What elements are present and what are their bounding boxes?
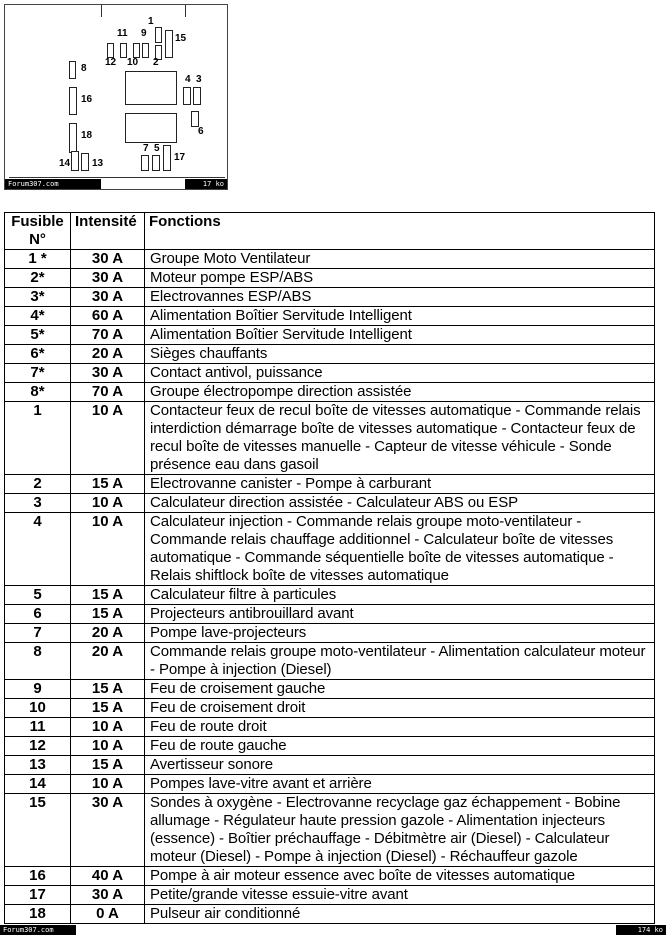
relay-upper: [125, 71, 177, 105]
fuse-box-diagram: [4, 4, 228, 190]
intensity-cell: 15 A: [71, 475, 145, 494]
function-cell: Pompes lave-vitre avant et arrière: [145, 775, 655, 794]
function-cell: Projecteurs antibrouillard avant: [145, 605, 655, 624]
fuse-number-cell: 12: [5, 737, 71, 756]
fuse-slot-11: [107, 43, 114, 58]
table-row: [5, 383, 655, 402]
intensity-cell: 40 A: [71, 867, 145, 886]
diagram-label: 6: [198, 126, 204, 137]
fuse-slot-5: [152, 155, 160, 171]
fuse-number-cell: 7: [5, 624, 71, 643]
table-row: [5, 699, 655, 718]
fuse-number-cell: 4*: [5, 307, 71, 326]
function-cell: Pompe à air moteur essence avec boîte de vitesses automatique: [145, 867, 655, 886]
fuse-number-cell: 5*: [5, 326, 71, 345]
function-cell: Electrovanne canister - Pompe à carburant: [145, 475, 655, 494]
table-row: [5, 605, 655, 624]
table-row: [5, 867, 655, 886]
fuse-slot-6: [191, 111, 199, 127]
table-row: [5, 737, 655, 756]
fuse-number-cell: 13: [5, 756, 71, 775]
intensity-cell: 20 A: [71, 643, 145, 680]
function-cell: Sondes à oxygène - Electrovanne recyclage gaz échappement - Bobine allumage - Régulateur haute pression gazole - Alimentation injecteurs (essence) - Boîtier préchauffage - Débitmètre air (Diesel) - Calculateur moteur (Diesel) - Pompe à injection (Diesel) - Réchauffeur gazole: [145, 794, 655, 867]
diagram-label: 18: [81, 130, 93, 141]
fuse-slot-17: [163, 145, 171, 171]
table-row: [5, 475, 655, 494]
fuse-number-cell: 3: [5, 494, 71, 513]
intensity-cell: 0 A: [71, 905, 145, 924]
file-size-label: 17 ko: [185, 179, 227, 189]
function-cell: Pompe lave-projecteurs: [145, 624, 655, 643]
table-row: [5, 718, 655, 737]
fuse-slot-3: [193, 87, 201, 105]
intensity-cell: 10 A: [71, 402, 145, 475]
intensity-cell: 30 A: [71, 364, 145, 383]
fuse-number-cell: 10: [5, 699, 71, 718]
table-row: [5, 402, 655, 475]
fuse-number-cell: 14: [5, 775, 71, 794]
fuse-number-cell: 17: [5, 886, 71, 905]
fuse-number-cell: 5: [5, 586, 71, 605]
fuse-slot-12: [133, 43, 140, 58]
fuse-number-cell: 18: [5, 905, 71, 924]
relay-lower: [125, 113, 177, 143]
table-header-row: [5, 213, 655, 250]
intensity-cell: 15 A: [71, 605, 145, 624]
fuse-slot-16: [69, 87, 77, 115]
intensity-cell: 20 A: [71, 345, 145, 364]
diagram-label: 12: [105, 57, 117, 68]
intensity-cell: 10 A: [71, 718, 145, 737]
diagram-label: 15: [175, 33, 187, 44]
footer-watermark-left: Forum307.com: [0, 925, 76, 935]
fuse-table: [4, 212, 655, 924]
diagram-label: 4: [185, 74, 191, 85]
table-row: [5, 307, 655, 326]
fuse-slot-15: [165, 30, 173, 58]
table-row: [5, 905, 655, 924]
fuse-number-cell: 2*: [5, 269, 71, 288]
intensity-cell: 30 A: [71, 794, 145, 867]
header-intensity: Intensité: [71, 213, 145, 250]
fuse-number-cell: 9: [5, 680, 71, 699]
table-row: [5, 794, 655, 867]
intensity-cell: 30 A: [71, 269, 145, 288]
table-row: [5, 586, 655, 605]
function-cell: Electrovannes ESP/ABS: [145, 288, 655, 307]
fuse-number-cell: 7*: [5, 364, 71, 383]
footer-file-size: 174 ko: [616, 925, 666, 935]
table-row: [5, 513, 655, 586]
intensity-cell: 60 A: [71, 307, 145, 326]
function-cell: Petite/grande vitesse essuie-vitre avant: [145, 886, 655, 905]
table-row: [5, 624, 655, 643]
diagram-label: 1: [148, 16, 154, 27]
function-cell: Calculateur injection - Commande relais groupe moto-ventilateur - Commande relais chauffage additionnel - Calculateur boîte de vitesses automatique - Commande séquentielle boîte de vitesses automatique - Relais shiftlock boîte de vitesses automatique: [145, 513, 655, 586]
table-row: [5, 494, 655, 513]
fuse-slot-18: [69, 123, 77, 153]
table-row: [5, 288, 655, 307]
diagram-label: 11: [117, 28, 128, 39]
table-row: [5, 775, 655, 794]
fuse-slot-7: [141, 155, 149, 171]
function-cell: Feu de route droit: [145, 718, 655, 737]
diagram-label: 3: [196, 74, 202, 85]
intensity-cell: 30 A: [71, 886, 145, 905]
function-cell: Groupe électropompe direction assistée: [145, 383, 655, 402]
table-row: [5, 643, 655, 680]
function-cell: Commande relais groupe moto-ventilateur - Alimentation calculateur moteur - Pompe à injection (Diesel): [145, 643, 655, 680]
table-row: [5, 250, 655, 269]
function-cell: Feu de route gauche: [145, 737, 655, 756]
diagram-label: 17: [174, 152, 186, 163]
function-cell: Alimentation Boîtier Servitude Intelligent: [145, 326, 655, 345]
fuse-number-cell: 15: [5, 794, 71, 867]
function-cell: Feu de croisement droit: [145, 699, 655, 718]
intensity-cell: 30 A: [71, 250, 145, 269]
fuse-number-cell: 16: [5, 867, 71, 886]
diagram-label: 2: [153, 57, 159, 68]
intensity-cell: 10 A: [71, 513, 145, 586]
table-row: [5, 326, 655, 345]
intensity-cell: 10 A: [71, 494, 145, 513]
diagram-label: 14: [59, 158, 71, 169]
fuse-number-cell: 4: [5, 513, 71, 586]
watermark-left: Forum307.com: [5, 179, 101, 189]
function-cell: Moteur pompe ESP/ABS: [145, 269, 655, 288]
fuse-number-cell: 2: [5, 475, 71, 494]
fuse-slot-1: [155, 27, 162, 43]
intensity-cell: 70 A: [71, 383, 145, 402]
table-row: [5, 269, 655, 288]
fuse-number-cell: 3*: [5, 288, 71, 307]
intensity-cell: 15 A: [71, 699, 145, 718]
function-cell: Contacteur feux de recul boîte de vitesses automatique - Commande relais interdiction démarrage boîte de vitesses automatique - Contacteur feux de recul boîte de vitesses manuelle - Capteur de vitesse véhicule - Sonde présence eau dans gasoil: [145, 402, 655, 475]
table-row: [5, 756, 655, 775]
diagram-label: 8: [81, 63, 87, 74]
header-functions: Fonctions: [145, 213, 655, 250]
diagram-label: 16: [81, 94, 93, 105]
intensity-cell: 15 A: [71, 586, 145, 605]
table-row: [5, 886, 655, 905]
table-row: [5, 364, 655, 383]
fuse-slot-13: [81, 153, 89, 171]
fuse-number-cell: 6: [5, 605, 71, 624]
fuse-number-cell: 8*: [5, 383, 71, 402]
intensity-cell: 30 A: [71, 288, 145, 307]
header-fuse-number: Fusible N°: [5, 213, 71, 250]
diagram-label: 7: [143, 143, 149, 154]
intensity-cell: 15 A: [71, 680, 145, 699]
function-cell: Avertisseur sonore: [145, 756, 655, 775]
intensity-cell: 10 A: [71, 737, 145, 756]
function-cell: Contact antivol, puissance: [145, 364, 655, 383]
fuse-slot-10: [142, 43, 149, 58]
fuse-slot-8: [69, 61, 76, 79]
table-row: [5, 345, 655, 364]
function-cell: Feu de croisement gauche: [145, 680, 655, 699]
function-cell: Pulseur air conditionné: [145, 905, 655, 924]
fuse-slot-9: [120, 43, 127, 58]
intensity-cell: 10 A: [71, 775, 145, 794]
diagram-label: 13: [92, 158, 104, 169]
fuse-number-cell: 11: [5, 718, 71, 737]
table-row: [5, 680, 655, 699]
function-cell: Alimentation Boîtier Servitude Intelligent: [145, 307, 655, 326]
diagram-label: 9: [141, 28, 147, 39]
fuse-number-cell: 8: [5, 643, 71, 680]
intensity-cell: 20 A: [71, 624, 145, 643]
diagram-label: 10: [127, 57, 139, 68]
fuse-number-cell: 1: [5, 402, 71, 475]
function-cell: Groupe Moto Ventilateur: [145, 250, 655, 269]
fuse-number-cell: 6*: [5, 345, 71, 364]
fuse-slot-4: [183, 87, 191, 105]
diagram-label: 5: [154, 143, 160, 154]
function-cell: Sièges chauffants: [145, 345, 655, 364]
function-cell: Calculateur direction assistée - Calculateur ABS ou ESP: [145, 494, 655, 513]
function-cell: Calculateur filtre à particules: [145, 586, 655, 605]
fuse-slot-14: [71, 151, 79, 171]
intensity-cell: 15 A: [71, 756, 145, 775]
fuse-number-cell: 1 *: [5, 250, 71, 269]
intensity-cell: 70 A: [71, 326, 145, 345]
